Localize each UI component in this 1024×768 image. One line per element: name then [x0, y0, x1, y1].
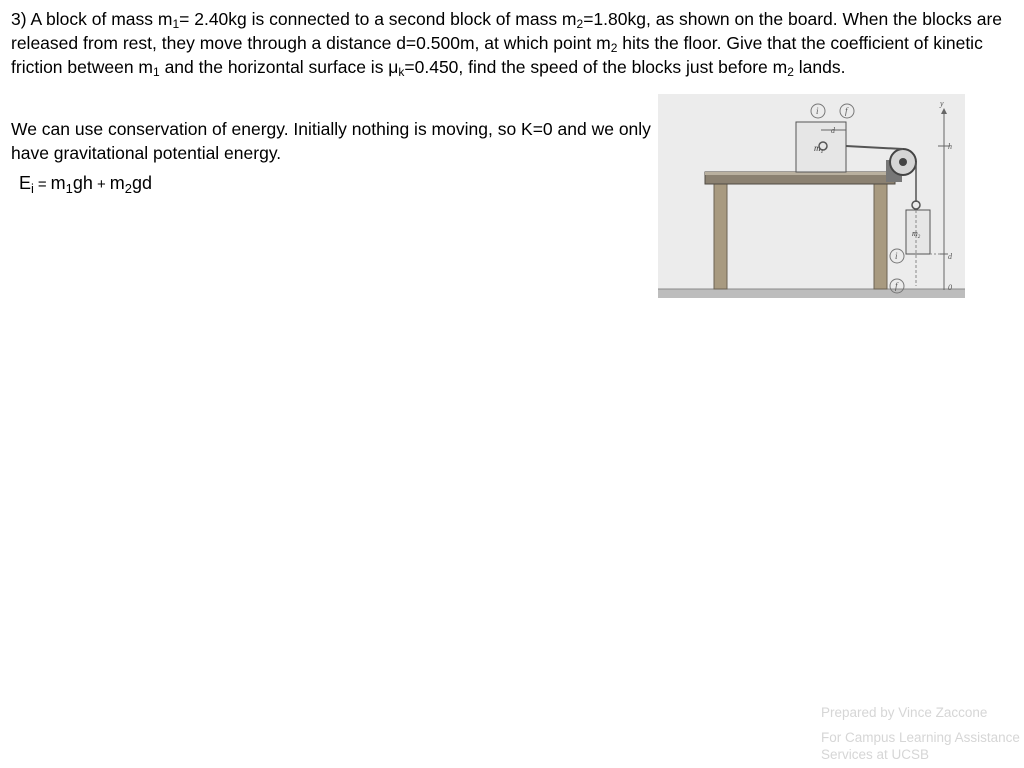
equation-lhs-subscript: i [31, 181, 34, 196]
equals-sign: = [37, 176, 47, 193]
block-m1-label: $m_1$ [814, 143, 824, 155]
footer-credit: Prepared by Vince Zaccone [821, 705, 988, 720]
equation-term-subscript: 1 [65, 181, 73, 196]
equation-term-m: m [109, 173, 125, 193]
zero-label: 0 [948, 283, 952, 292]
subscript: 2 [610, 41, 618, 55]
problem-text: 3) A block of mass m [11, 9, 173, 29]
initial-label-top: i [816, 106, 819, 116]
rope-horizontal [846, 146, 903, 149]
equation-term-rest: gd [131, 173, 152, 193]
pulley-axle [899, 158, 907, 166]
plus-sign: + [96, 176, 106, 193]
footer-service: For Campus Learning Assistance Services at UCSB [821, 730, 1020, 762]
equation-term-subscript: 2 [124, 181, 132, 196]
subscript: k [398, 65, 405, 79]
initial-label-side: i [895, 251, 898, 261]
table-leg-right [874, 184, 887, 289]
y-axis-label: y [940, 99, 944, 108]
distance-label-top: d [831, 126, 835, 135]
equation-lhs: E [19, 173, 32, 193]
problem-text: =0.450, find the speed of the blocks just before m [404, 57, 788, 77]
figure-diagram [658, 94, 965, 298]
energy-equation [19, 171, 152, 197]
explanation-text: We can use conservation of energy. Initially nothing is moving, so K=0 and we only have gravitational potential energy. [11, 119, 651, 163]
y-axis-arrow [941, 108, 947, 114]
problem-text: = 2.40kg is connected to a second block of mass m [179, 9, 577, 29]
equation-term-rest: gh [72, 173, 93, 193]
atwood-table-figure [658, 94, 965, 298]
d-side-label: d [948, 252, 952, 261]
problem-text: =1.80kg, as shown on the board. When the blocks are released from rest, they move through a distance d=0.500m, at which point m [11, 9, 1003, 53]
final-label-side: f [895, 281, 898, 291]
subscript: 1 [153, 65, 160, 79]
h-label: h [948, 142, 952, 151]
subscript: 2 [576, 17, 584, 31]
problem-text: lands. [793, 57, 846, 77]
block-m2-label: $m_2$ [912, 229, 921, 240]
final-label-top: f [845, 106, 848, 116]
table-leg-left [714, 184, 727, 289]
m2-hook [912, 201, 920, 209]
problem-statement [11, 7, 1016, 79]
equation-term-m: m [50, 173, 66, 193]
subscript: 2 [787, 65, 794, 79]
problem-text: hits the floor. Give that the coefficient of kinetic friction between m [11, 33, 983, 77]
floor [658, 289, 965, 298]
block-m2 [906, 210, 930, 254]
subscript: 1 [172, 17, 180, 31]
problem-text: and the horizontal surface is μ [159, 57, 399, 77]
